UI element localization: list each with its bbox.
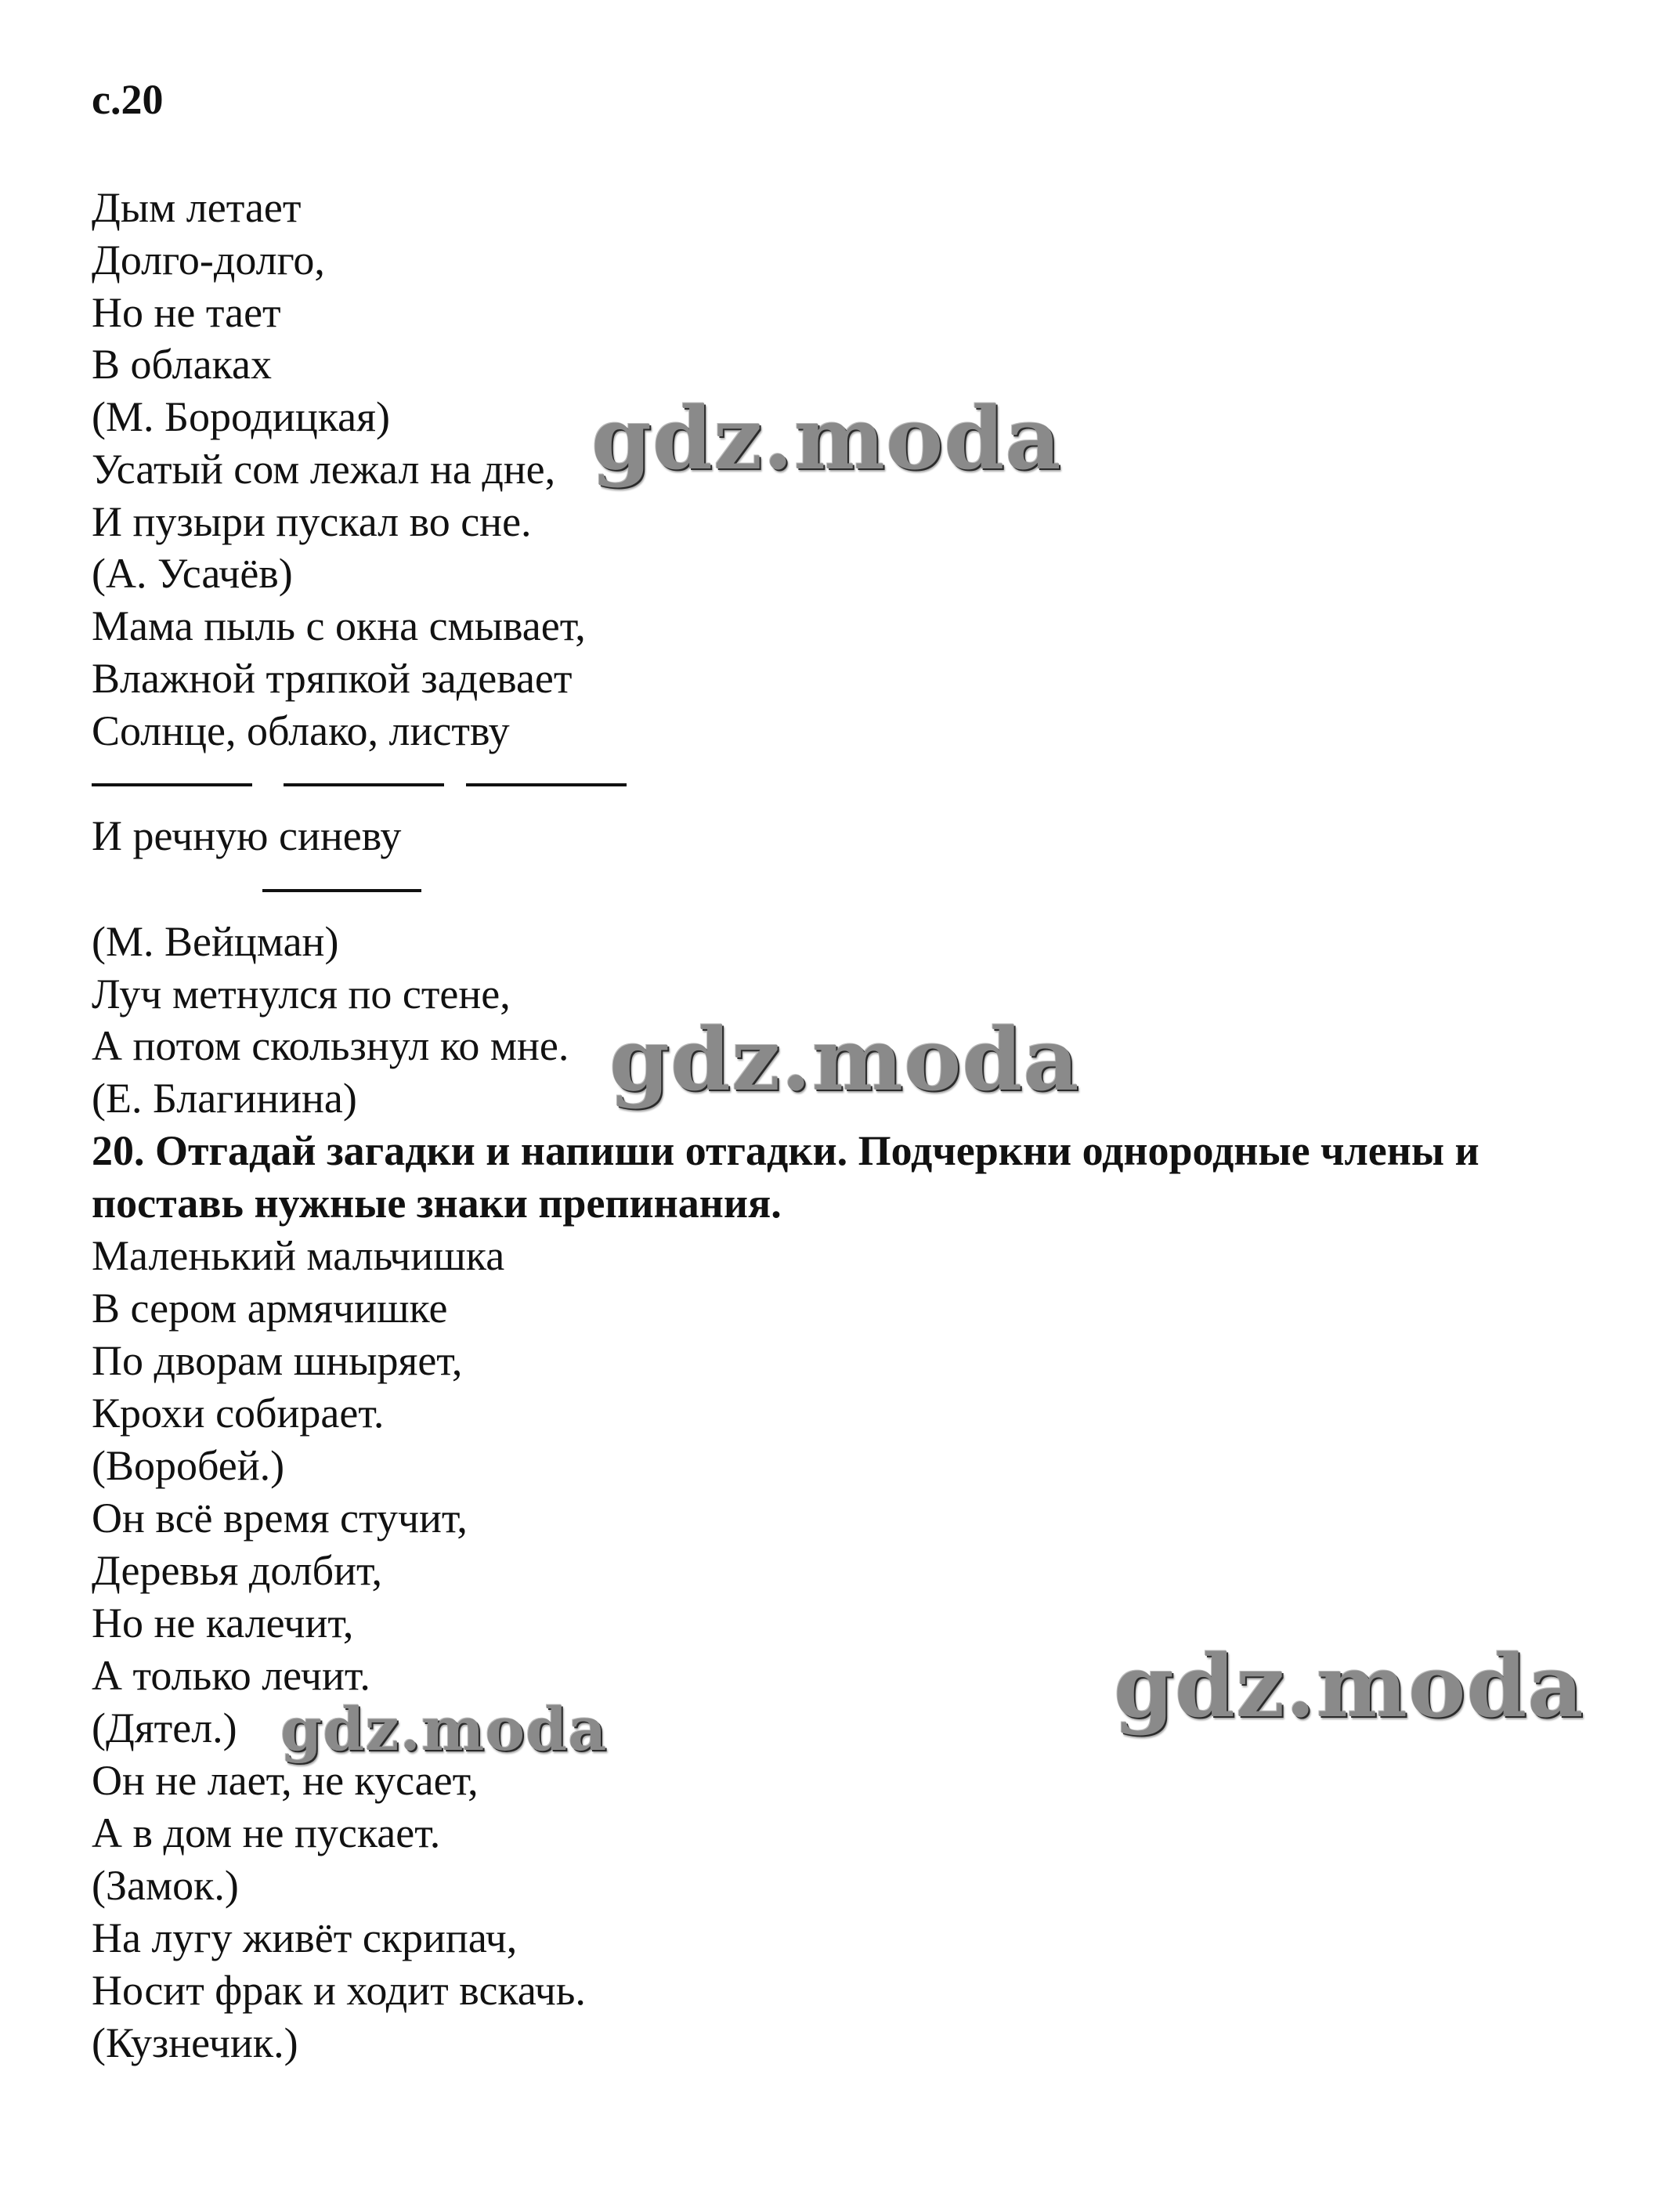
- poem-line: И пузыри пускал во сне.: [92, 498, 532, 545]
- riddle-answer: (Дятел.): [92, 1704, 237, 1751]
- riddle-line: Но не калечит,: [92, 1599, 354, 1646]
- riddle-line: В сером армячишке: [92, 1285, 448, 1332]
- poem-line: Мама пыль с окна смывает,: [92, 602, 586, 649]
- riddle-line: Деревья долбит,: [92, 1547, 383, 1594]
- watermark-logo: gdz.moda: [609, 1009, 1080, 1110]
- poem-author: (А. Усачёв): [92, 550, 293, 597]
- riddle-line: На лугу живёт скрипач,: [92, 1914, 518, 1961]
- task-heading: поставь нужные знаки препинания.: [92, 1180, 782, 1227]
- riddle-line: Носит фрак и ходит вскачь.: [92, 1967, 586, 2014]
- watermark-logo: gdz.moda: [591, 388, 1062, 489]
- riddle-line: А только лечит.: [92, 1652, 370, 1699]
- poem-line: И речную синеву: [92, 812, 402, 859]
- watermark-logo: gdz.moda: [280, 1694, 608, 1764]
- poem-line: В облаках: [92, 341, 272, 388]
- riddle-answer: (Воробей.): [92, 1442, 285, 1489]
- riddle-line: Он всё время стучит,: [92, 1495, 468, 1542]
- riddle-line: По дворам шныряет,: [92, 1337, 463, 1384]
- underline-mark: [92, 783, 252, 786]
- poem-author: (Е. Благинина): [92, 1075, 357, 1122]
- poem-line: Усатый сом лежал на дне,: [92, 446, 556, 493]
- poem-line: Но не тает: [92, 289, 281, 336]
- riddle-line: А в дом не пускает.: [92, 1809, 441, 1856]
- poem-line: Долго-долго,: [92, 237, 325, 284]
- underline-mark: [284, 783, 444, 786]
- underline-mark: [466, 783, 627, 786]
- poem-author: (М. Бородицкая): [92, 393, 390, 440]
- riddle-line: Крохи собирает.: [92, 1390, 385, 1437]
- riddle-line: Он не лает, не кусает,: [92, 1757, 479, 1804]
- poem-line: Дым летает: [92, 184, 302, 231]
- riddle-answer: (Кузнечик.): [92, 2019, 298, 2066]
- poem-author: (М. Вейцман): [92, 918, 339, 965]
- riddle-answer: (Замок.): [92, 1862, 239, 1909]
- riddle-line: Маленький мальчишка: [92, 1232, 505, 1279]
- poem-line: Влажной тряпкой задевает: [92, 655, 573, 702]
- task-heading: 20. Отгадай загадки и напиши отгадки. Подчеркни однородные члены и: [92, 1127, 1479, 1174]
- poem-line: А потом скользнул ко мне.: [92, 1022, 569, 1069]
- watermark-logo: gdz.moda: [1114, 1636, 1584, 1737]
- page-number: с.20: [92, 76, 164, 123]
- poem-line: Луч метнулся по стене,: [92, 970, 511, 1017]
- underline-mark: [262, 889, 421, 892]
- poem-line: Солнце, облако, листву: [92, 707, 510, 754]
